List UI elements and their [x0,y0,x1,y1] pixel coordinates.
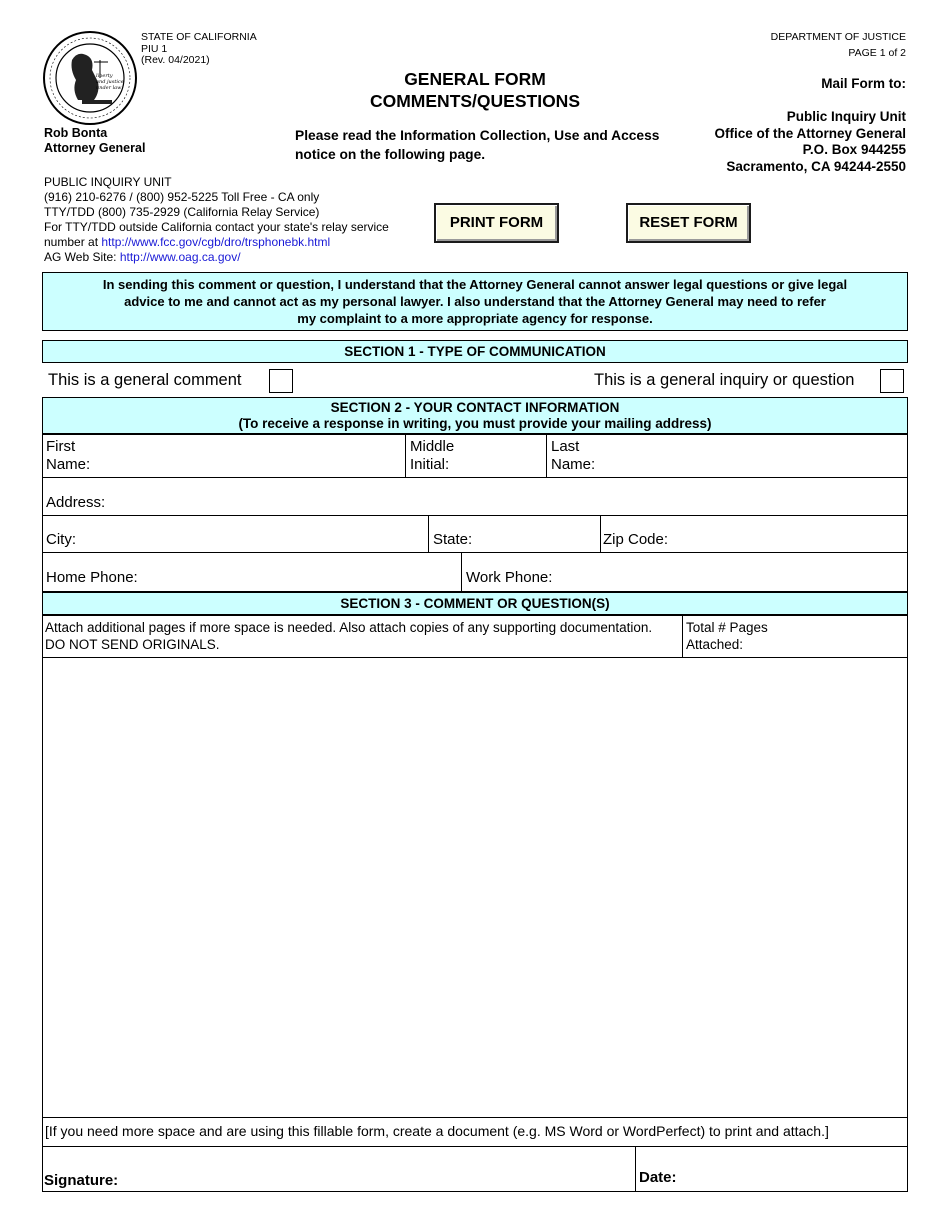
more-space-note: [If you need more space and are using this fillable form, create a document (e.g. MS Word or WordPerfect) to print and attach.] [42,1117,908,1147]
general-inquiry-checkbox[interactable] [880,369,904,393]
section-2-subtitle: (To receive a response in writing, you must provide your mailing address) [238,416,712,431]
section-2-title: SECTION 2 - YOUR CONTACT INFORMATION [330,400,620,415]
seal-text-1: liberty [96,73,113,79]
contact-phone: (916) 210-6276 / (800) 952-5225 Toll Free - CA only [44,190,320,204]
ag-title: Attorney General [44,141,146,155]
first-label-line-2: Name: [46,456,91,473]
ag-block [44,126,145,156]
form-title [325,68,625,112]
disclaimer-line-2: advice to me and cannot act as my personal lawyer. I also understand that the Attorney General may need to refer [124,294,826,309]
general-comment-checkbox[interactable] [269,369,293,393]
number-at-label: number at [44,235,102,249]
attach-line-2: DO NOT SEND ORIGINALS. [45,637,220,652]
doj-seal [42,30,138,126]
contact-unit: PUBLIC INQUIRY UNIT [44,175,172,189]
notice-line-1: Please read the Information Collection, Use and Access [295,128,660,143]
mail-form-to: Mail Form to: [821,76,906,91]
contact-block [44,175,389,265]
seal-text-3: under law [96,85,122,91]
middle-initial-label [410,438,454,474]
address-line-4: Sacramento, CA 94244-2550 [726,158,906,174]
attach-instructions [42,615,683,658]
header-left-meta [141,32,257,67]
print-form-button[interactable]: PRINT FORM [434,203,559,243]
contact-web-line [44,250,389,265]
general-comment-label: This is a general comment [48,371,242,389]
home-phone-field[interactable] [42,552,462,592]
total-pages-field[interactable] [682,615,908,658]
attach-line-1: Attach additional pages if more space is needed. Also attach copies of any supporting documentation. [45,620,653,635]
header-right-meta [771,32,906,59]
disclaimer-line-3: my complaint to a more appropriate agency for response. [297,311,653,326]
section-1-header: SECTION 1 - TYPE OF COMMUNICATION [42,340,908,363]
first-label-line-1: First [46,438,76,455]
mailing-address [714,109,906,175]
first-name-field[interactable] [42,434,406,478]
disclaimer-line-1: In sending this comment or question, I understand that the Attorney General cannot answer legal questions or give legal [102,277,848,292]
revision-label: (Rev. 04/2021) [141,54,210,66]
contact-tty: TTY/TDD (800) 735-2929 (California Relay Service) [44,205,320,219]
work-phone-field[interactable] [461,552,908,592]
general-inquiry-label: This is a general inquiry or question [594,371,855,389]
ag-name: Rob Bonta [44,126,108,140]
web-label: AG Web Site: [44,250,120,264]
zip-code-field[interactable] [600,515,908,553]
signature-label: Signature: [44,1172,119,1189]
signature-divider [635,1146,636,1192]
title-line-1: GENERAL FORM [404,69,546,89]
state-label: State: [433,531,473,548]
last-name-field[interactable] [546,434,908,478]
comment-textarea[interactable] [42,657,908,1118]
date-label: Date: [639,1169,677,1186]
fcc-link[interactable]: http://www.fcc.gov/cgb/dro/trsphonebk.html [101,235,331,249]
middle-label-line-2: Initial: [410,456,450,473]
contact-fcc-line [44,235,389,250]
page-number: PAGE 1 of 2 [848,46,906,59]
pages-label-line-1: Total # Pages [686,620,768,635]
city-field[interactable] [42,515,429,553]
disclaimer-box [42,272,908,331]
seal-icon [42,30,138,126]
section-3-header: SECTION 3 - COMMENT OR QUESTION(S) [42,592,908,615]
seal-text-2: and justice [96,79,124,85]
address-label: Address: [46,494,106,511]
reset-form-button[interactable]: RESET FORM [626,203,751,243]
middle-label-line-1: Middle [410,438,455,455]
notice-line-2: notice on the following page. [295,147,486,162]
address-line-2: Office of the Attorney General [714,125,906,141]
state-field[interactable] [428,515,601,553]
first-name-label [46,438,90,474]
middle-initial-field[interactable] [405,434,547,478]
form-id: PIU 1 [141,42,168,55]
city-label: City: [46,531,76,548]
pages-label-line-2: Attached: [686,637,744,652]
last-name-label [551,438,595,474]
zip-code-label: Zip Code: [603,531,669,548]
work-phone-label: Work Phone: [466,569,553,586]
address-line-1: Public Inquiry Unit [786,109,906,124]
signature-field[interactable] [120,1150,632,1190]
contact-tty-outside: For TTY/TDD outside California contact your state's relay service [44,220,389,234]
dept-label: DEPARTMENT OF JUSTICE [770,31,906,43]
address-field[interactable] [42,477,908,516]
last-label-line-1: Last [551,438,580,455]
title-line-2: COMMENTS/QUESTIONS [369,91,580,111]
section-2-header [42,397,908,434]
home-phone-label: Home Phone: [46,569,138,586]
state-label: STATE OF CALIFORNIA [141,31,257,43]
address-line-3: P.O. Box 944255 [802,142,906,157]
date-field[interactable] [685,1150,905,1190]
ag-website-link[interactable]: http://www.oag.ca.gov/ [119,250,241,264]
last-label-line-2: Name: [551,456,596,473]
notice [295,126,659,164]
